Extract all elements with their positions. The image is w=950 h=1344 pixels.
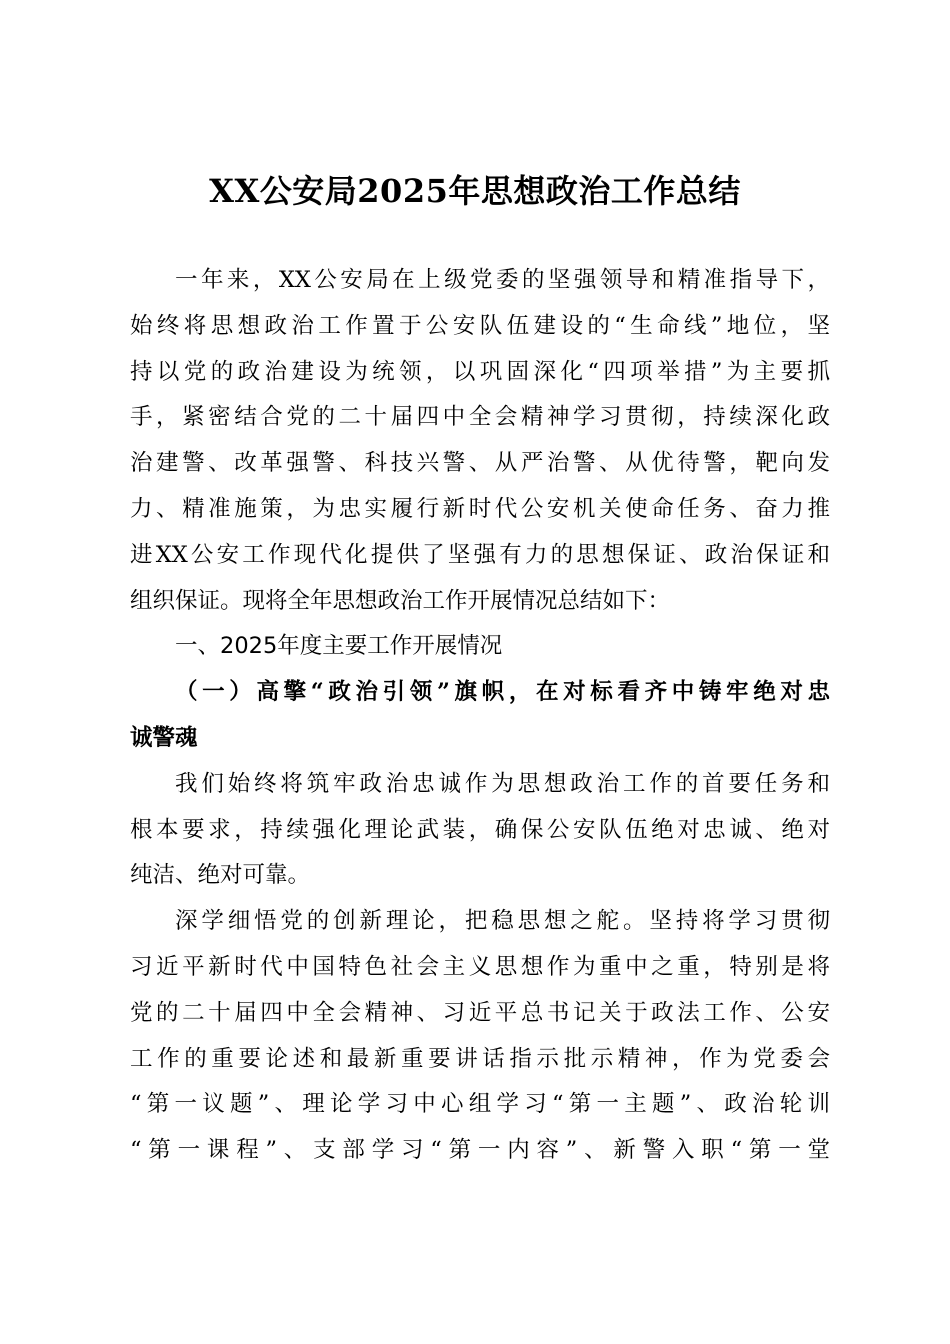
document-title: XX公安局2025年思想政治工作总结 [209, 172, 741, 210]
paragraph-line: 习近平新时代中国特色社会主义思想作为重中之重，特别是将 [130, 953, 830, 980]
paragraph-line: 手，紧密结合党的二十届四中全会精神学习贯彻，持续深化政 [130, 404, 830, 431]
paragraph-line: 深学细悟党的创新理论，把稳思想之舵。坚持将学习贯彻 [175, 908, 830, 935]
section-heading: 一、2025年度主要工作开展情况 [175, 633, 503, 660]
subsection-heading: 诚警魂 [130, 724, 198, 751]
paragraph-line: 根本要求，持续强化理论武装，确保公安队伍绝对忠诚、绝对 [130, 816, 830, 843]
paragraph-line: 我们始终将筑牢政治忠诚作为思想政治工作的首要任务和 [175, 770, 830, 797]
paragraph-line: “第一课程”、支部学习“第一内容”、新警入职“第一堂 [130, 1137, 830, 1164]
document-body [130, 258, 830, 1174]
paragraph-line: 工作的重要论述和最新重要讲话指示批示精神，作为党委会 [130, 1045, 830, 1072]
paragraph-line: 治建警、改革强警、科技兴警、从严治警、从优待警，靶向发 [130, 450, 830, 477]
paragraph-line: 持以党的政治建设为统领，以巩固深化“四项举措”为主要抓 [130, 358, 830, 385]
paragraph-line: 一年来，XX公安局在上级党委的坚强领导和精准指导下， [175, 267, 830, 293]
paragraph-line: 进XX公安工作现代化提供了坚强有力的思想保证、政治保证和 [130, 541, 830, 568]
paragraph-line: 组织保证。现将全年思想政治工作开展情况总结如下： [130, 587, 671, 614]
paragraph-line: 党的二十届四中全会精神、习近平总书记关于政法工作、公安 [130, 999, 830, 1026]
paragraph-line: 力、精准施策，为忠实履行新时代公安机关使命任务、奋力推 [130, 495, 830, 522]
paragraph-line: 纯洁、绝对可靠。 [130, 862, 311, 889]
paragraph-line: “第一议题”、理论学习中心组学习“第一主题”、政治轮训 [130, 1091, 830, 1118]
paragraph-line: 始终将思想政治工作置于公安队伍建设的“生命线”地位，坚 [130, 312, 830, 339]
subsection-heading: （一）高擎“政治引领”旗帜，在对标看齐中铸牢绝对忠 [175, 679, 830, 706]
